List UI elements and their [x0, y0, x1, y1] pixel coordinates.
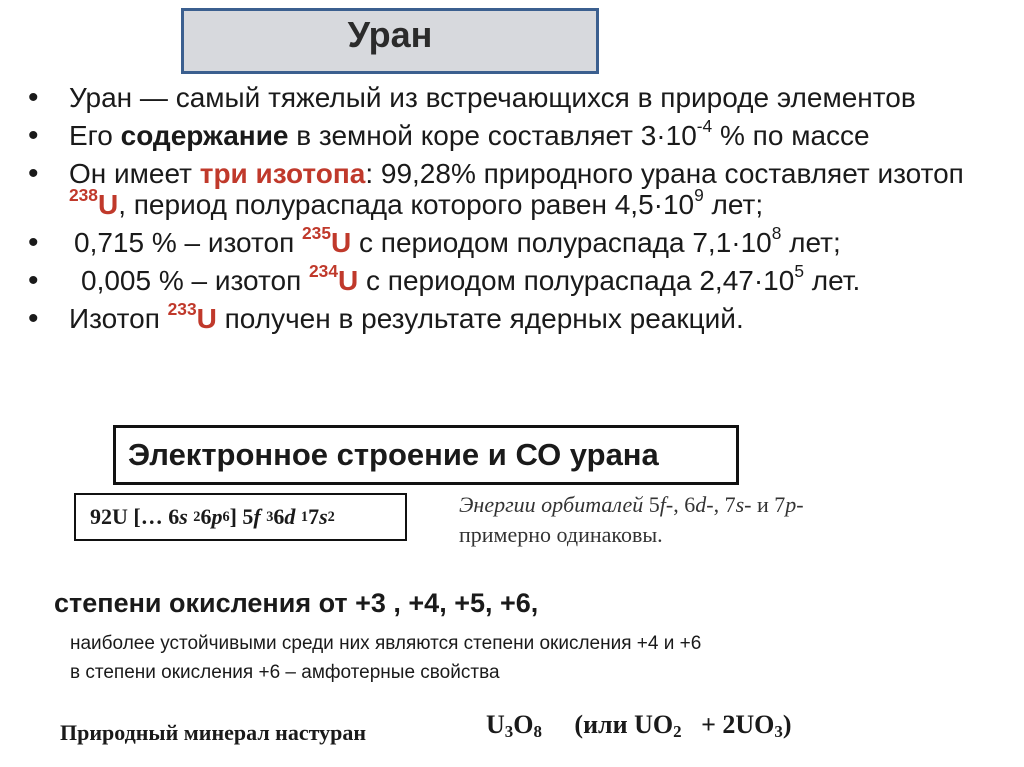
formula-subscript: 2 [673, 722, 682, 742]
config-text: 6 [273, 504, 285, 529]
mass-number: 235 [302, 222, 331, 243]
energy-text: - и 7 [744, 492, 786, 517]
bullet-isotopes [28, 158, 1008, 220]
slide-title: Уран [347, 14, 433, 55]
bullet-text: с периодом полураспада 2,47·10 [358, 265, 795, 296]
bullet-text: лет; [781, 227, 841, 258]
orbital-letter: s [179, 504, 188, 529]
bullet-text: получен в результате ядерных реакций. [216, 303, 744, 334]
exponent: 9 [694, 184, 704, 205]
bullet-text: 0,005 % – изотоп [81, 265, 310, 296]
formula-part: O [513, 710, 534, 739]
orbital-letter: s [735, 492, 745, 517]
energy-line-1 [459, 490, 929, 520]
bullet-text: % по массе [712, 120, 870, 151]
energy-text: -, 6 [665, 492, 696, 517]
config-text: 92U [… 6 [90, 504, 180, 529]
orbital-letter: s [319, 504, 328, 529]
bullet-text: : 99,28% природного урана составляет изотоп [365, 158, 964, 189]
formula-part: (или UO [574, 710, 674, 739]
element-symbol: U [97, 189, 119, 220]
mass-number: 234 [309, 260, 338, 281]
config-text: 7 [308, 504, 320, 529]
orbital-energy-note [459, 490, 929, 550]
mass-number: 233 [167, 298, 197, 319]
element-symbol: U [331, 227, 352, 258]
energy-text: - [796, 492, 804, 517]
formula-subscript: 8 [533, 722, 542, 742]
orbital-letter: p [785, 492, 797, 517]
title-box [181, 8, 599, 74]
bullet-text: Его [69, 120, 121, 151]
bullet-text: , период полураспада которого равен 4,5·10 [118, 189, 695, 220]
energy-line-2: примерно одинаковы. [459, 522, 663, 547]
formula-part: ) [782, 710, 792, 739]
bullet-text: лет; [703, 189, 764, 220]
bullet-u233 [28, 298, 1008, 334]
bullet-list [28, 82, 1008, 341]
config-text: ] 5 [229, 504, 254, 529]
orbital-letter: f [253, 504, 261, 529]
oxidation-note-stable: наиболее устойчивыми среди них являются степени окисления +4 и +6 [70, 633, 702, 654]
energy-text: Энергии орбиталей [459, 492, 644, 517]
electron-config-box: 92U [… 6 s 2 6 p 6 ] 5 f 3 6 d 1 7 s 2 [74, 493, 407, 541]
bullet-u235 [28, 222, 1008, 258]
formula-part: + 2UO [681, 710, 775, 739]
orbital-letter: d [695, 492, 707, 517]
bullet-text: с периодом полураспада 7,1·10 [351, 227, 772, 258]
element-symbol: U [196, 303, 217, 334]
oxidation-note-amphoteric: в степени окисления +6 – амфотерные свойства [70, 662, 500, 683]
orbital-letter: d [284, 504, 296, 529]
bullet-abundance [28, 115, 1008, 151]
bullet-u234 [28, 260, 1008, 296]
mass-number: 238 [69, 184, 98, 205]
element-symbol: U [338, 265, 359, 296]
bullet-text: Изотоп [69, 303, 168, 334]
subtitle-box [113, 425, 739, 485]
energy-text: 5 [643, 492, 660, 517]
bullet-text: 0,715 % – изотоп [74, 227, 303, 258]
exponent: -4 [696, 115, 713, 136]
formula-subscript: 3 [504, 722, 514, 742]
orbital-letter: f [659, 492, 666, 517]
mineral-formula [486, 710, 792, 740]
config-text: 6 [200, 504, 212, 529]
bold-term: содержание [120, 120, 289, 151]
exponent: 5 [794, 260, 804, 281]
oxidation-states-title: степени окисления от +3 , +4, +5, +6, [54, 588, 539, 618]
section-subtitle: Электронное строение и СО урана [128, 437, 659, 472]
bullet-text: Он имеет [69, 158, 200, 189]
formula-part: U [486, 710, 505, 739]
exponent: 8 [771, 222, 782, 243]
energy-text: -, 7 [706, 492, 736, 517]
bullet-text: в земной коре составляет 3·10 [288, 120, 697, 151]
bullet-text: Уран — самый тяжелый из встречающихся в природе элементов [69, 82, 916, 113]
highlight-term: три изотопа [199, 158, 366, 189]
formula-subscript: 3 [774, 722, 783, 742]
bullet-text: лет. [803, 265, 861, 296]
bullet-heaviest [28, 82, 1008, 113]
orbital-letter: p [211, 504, 223, 529]
mineral-label: Природный минерал настуран [60, 720, 367, 745]
